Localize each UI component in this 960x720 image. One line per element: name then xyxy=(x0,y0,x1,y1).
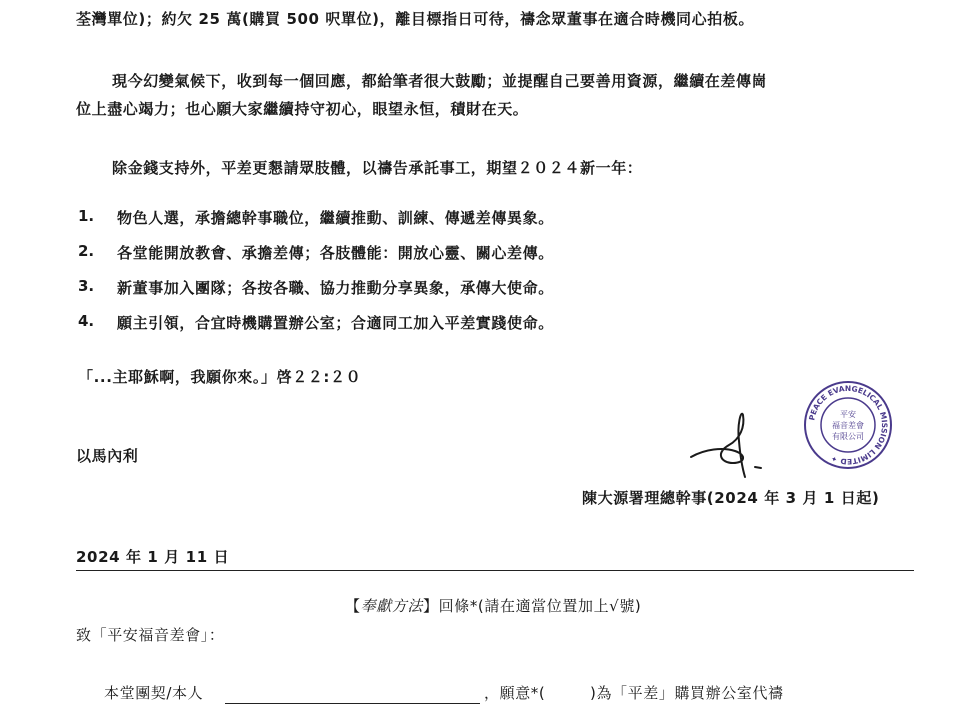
bible-quote: 「...主耶穌啊，我願你來。」啓２２:２０ xyxy=(78,368,362,386)
greeting: 以馬內利 xyxy=(76,447,139,465)
form-recipient: 致「平安福音差會」： xyxy=(76,626,225,644)
form-heading-bracket-close: 】 xyxy=(423,597,439,615)
form-heading-emphasis: 奉獻方法 xyxy=(360,597,424,615)
form-line-mid: ，願意*( xyxy=(484,684,546,702)
company-seal-stamp xyxy=(803,380,893,470)
intro-line: 荃灣單位)；約欠 25 萬(購買 500 呎單位)，離目標指日可待，禱念眾董事在適合時機同心拍板。 xyxy=(76,10,755,28)
letter-date: 2024 年 1 月 11 日 xyxy=(76,548,230,566)
list-item-number: 3. xyxy=(78,277,95,295)
form-line-suffix: )為「平差」購買辦公室代禱 xyxy=(590,684,784,702)
svg-text:PEACE EVANGELICAL MISSION LIMI: PEACE EVANGELICAL MISSION LIMITED ✦ xyxy=(807,383,890,467)
name-blank-field[interactable] xyxy=(225,703,480,704)
list-item: 願主引領，合宜時機購置辦公室；合適同工加入平差實踐使命。 xyxy=(117,314,554,332)
list-item: 物色人選，承擔總幹事職位，繼續推動、訓練、傳遞差傳異象。 xyxy=(117,209,554,227)
paragraph2-line1: 現今幻變氣候下，收到每一個回應，都給筆者很大鼓勵；並提醒自己要善用資源，繼續在差傳崗 xyxy=(112,72,768,90)
list-item-number: 4. xyxy=(78,312,95,330)
svg-text:福音差會: 福音差會 xyxy=(832,421,864,430)
list-item: 新董事加入團隊；各按各職、協力推動分享異象，承傳大使命。 xyxy=(117,279,554,297)
form-heading xyxy=(345,595,641,616)
form-heading-rest: 回條*(請在適當位置加上√號) xyxy=(438,597,642,615)
paragraph2-line2: 位上盡心竭力；也心願大家繼續持守初心，眼望永恒，積財在天。 xyxy=(76,100,529,118)
form-line-prefix: 本堂團契/本人 xyxy=(104,684,204,702)
svg-text:有限公司: 有限公司 xyxy=(832,432,864,441)
list-item-number: 2. xyxy=(78,242,95,260)
list-item-number: 1. xyxy=(78,207,95,225)
divider-line xyxy=(76,570,914,571)
form-heading-bracket-open: 【 xyxy=(345,597,361,615)
list-item: 各堂能開放教會、承擔差傳；各肢體能：開放心靈、關心差傳。 xyxy=(117,244,554,262)
paragraph3: 除金錢支持外，平差更懇請眾肢體，以禱告承託事工，期望２０２４新一年： xyxy=(112,159,643,177)
signatory-title: 陳大源署理總幹事(2024 年 3 月 1 日起) xyxy=(582,489,880,507)
handwritten-signature xyxy=(685,405,775,480)
svg-text:平安: 平安 xyxy=(840,410,856,419)
